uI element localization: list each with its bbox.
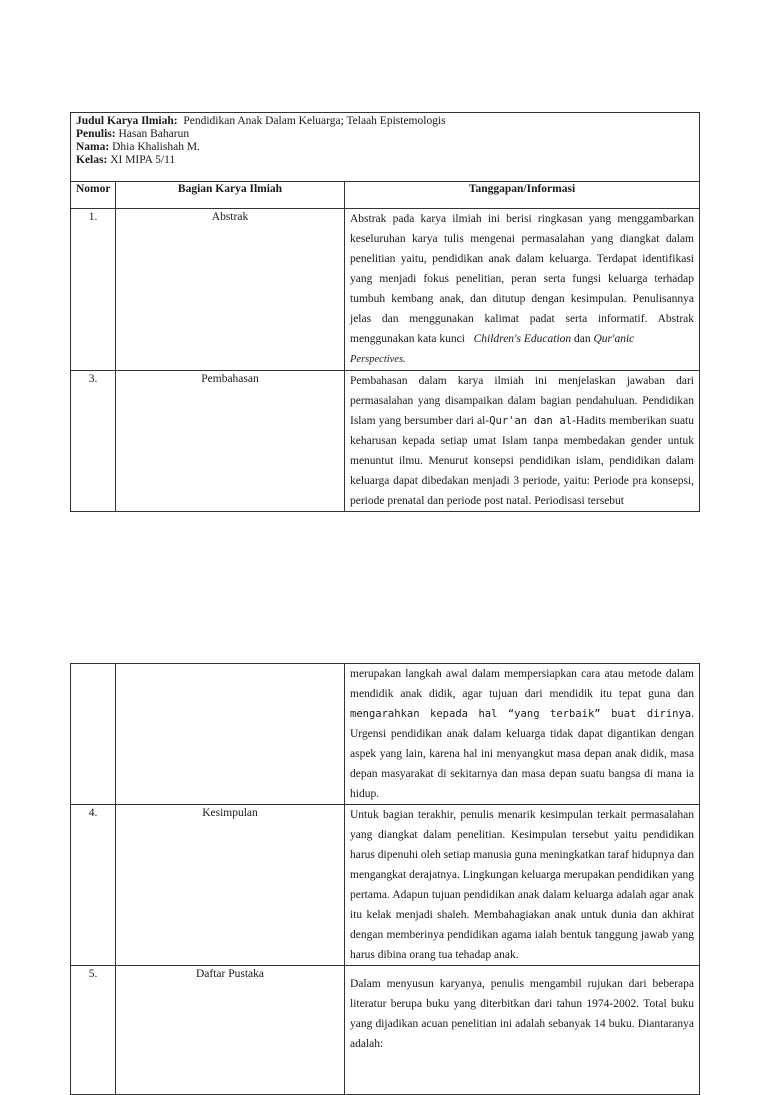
review-table-page-1: [70, 112, 700, 512]
row-tanggapan: Abstrak pada karya ilmiah ini berisi ringkasan yang menggambarkan keseluruhan karya tulis mengenai permasalahan yang diangkat dalam penelitian yaitu, pendidikan anak dalam keluarga. Terdapat identifikasi yang menjadi fokus penelitian, peran serta fungsi keluarga terhadap tumbuh kembang anak, dan ditutup dengan kesimpulan. Penulisannya jelas dan menggunakan kalimat padat serta informatif. Abstrak menggunakan kata kunci Children's Education dan Qur'anic Perspectives.: [345, 209, 700, 371]
judul-line: Judul Karya Ilmiah: Pendidikan Anak Dalam Keluarga; Telaah Epistemologis: [76, 115, 446, 127]
keyword-2: Qur'anic: [593, 333, 635, 345]
table-row-daftar-pustaka: [71, 966, 700, 1095]
row-tanggapan: merupakan langkah awal dalam mempersiapkan cara atau metode dalam mendidik anak didik, agar tujuan dari mendidik itu tepat guna dan mengarahkan kepada hal “yang terbaik” buat dirinya. Urgensi pendidikan anak dalam keluarga tidak dapat digantikan dengan aspek yang lain, karena hal ini menyangkut masa depan anak didik, masa depan masyarakat di sekitarnya dan masa depan suatu bangsa di mana ia hidup.: [345, 664, 700, 805]
column-header-row: [71, 182, 700, 209]
kelas-line: Kelas: XI MIPA 5/11: [76, 154, 176, 166]
nama-line: Nama: Dhia Khalishah M.: [76, 141, 200, 153]
table-row-kesimpulan: [71, 805, 700, 966]
column-header-tanggapan: Tanggapan/Informasi: [345, 182, 700, 209]
row-bagian-empty: [116, 664, 345, 805]
nama-value: Dhia Khalishah M.: [112, 141, 200, 153]
row-bagian: Abstrak: [116, 209, 345, 371]
table-row-abstrak: [71, 209, 700, 371]
row-tanggapan: Untuk bagian terakhir, penulis menarik kesimpulan terkait permasalahan yang diangkat dalam penelitian. Kesimpulan tersebut yaitu pendidikan harus dipenuhi oleh setiap manusia guna meningkatkan taraf hidupnya dan mengangkat derajatnya. Lingkungan keluarga merupakan pendidikan yang pertama. Adapun tujuan pendidikan anak dalam keluarga adalah agar anak itu kelak menjadi shaleh. Membahagiakan anak untuk dunia dan akhirat dengan memberinya pendidikan agama ialah bentuk tanggung jawab yang harus dibina orang tua tehadap anak.: [345, 805, 700, 966]
penulis-line: Penulis: Hasan Baharun: [76, 128, 190, 140]
table-row-pembahasan-cont: [71, 664, 700, 805]
row-bagian: Daftar Pustaka: [116, 966, 345, 1095]
document-info: [71, 113, 700, 182]
keyword-1: Children's Education: [473, 333, 572, 345]
row-bagian: Kesimpulan: [116, 805, 345, 966]
column-header-bagian: Bagian Karya Ilmiah: [116, 182, 345, 209]
column-header-nomor: Nomor: [71, 182, 116, 209]
row-nomor: 3.: [71, 371, 116, 512]
row-bagian: Pembahasan: [116, 371, 345, 512]
table-row-pembahasan: [71, 371, 700, 512]
judul-value: Pendidikan Anak Dalam Keluarga; Telaah Epistemologis: [183, 115, 446, 127]
row-tanggapan: Dalam menyusun karyanya, penulis mengambil rujukan dari beberapa literatur berupa buku yang diterbitkan dari tahun 1974-2002. Total buku yang dijadikan acuan penelitian ini adalah sebanyak 14 buku. Diantaranya adalah:: [345, 966, 700, 1095]
penulis-value: Hasan Baharun: [118, 128, 190, 140]
row-nomor: 4.: [71, 805, 116, 966]
header-row: [71, 113, 700, 182]
kelas-value: XI MIPA 5/11: [110, 154, 176, 166]
row-nomor: 5.: [71, 966, 116, 1095]
keyword-3: Perspectives.: [350, 354, 406, 365]
review-table-page-2: [70, 663, 700, 1095]
row-tanggapan: Pembahasan dalam karya ilmiah ini menjelaskan jawaban dari permasalahan yang disampaikan dalam bagian pendahuluan. Pendidikan Islam yang bersumber dari al-Qur'an dan al-Hadits memberikan suatu keharusan kepada setiap umat Islam tanpa membedakan gender untuk menuntut ilmu. Menurut konsepsi pendidikan islam, pendidikan dalam keluarga dapat dibedakan menjadi 3 periode, yaitu: Periode pra konsepsi, periode prenatal dan periode post natal. Periodisasi tersebut: [345, 371, 700, 512]
row-nomor-empty: [71, 664, 116, 805]
row-nomor: 1.: [71, 209, 116, 371]
